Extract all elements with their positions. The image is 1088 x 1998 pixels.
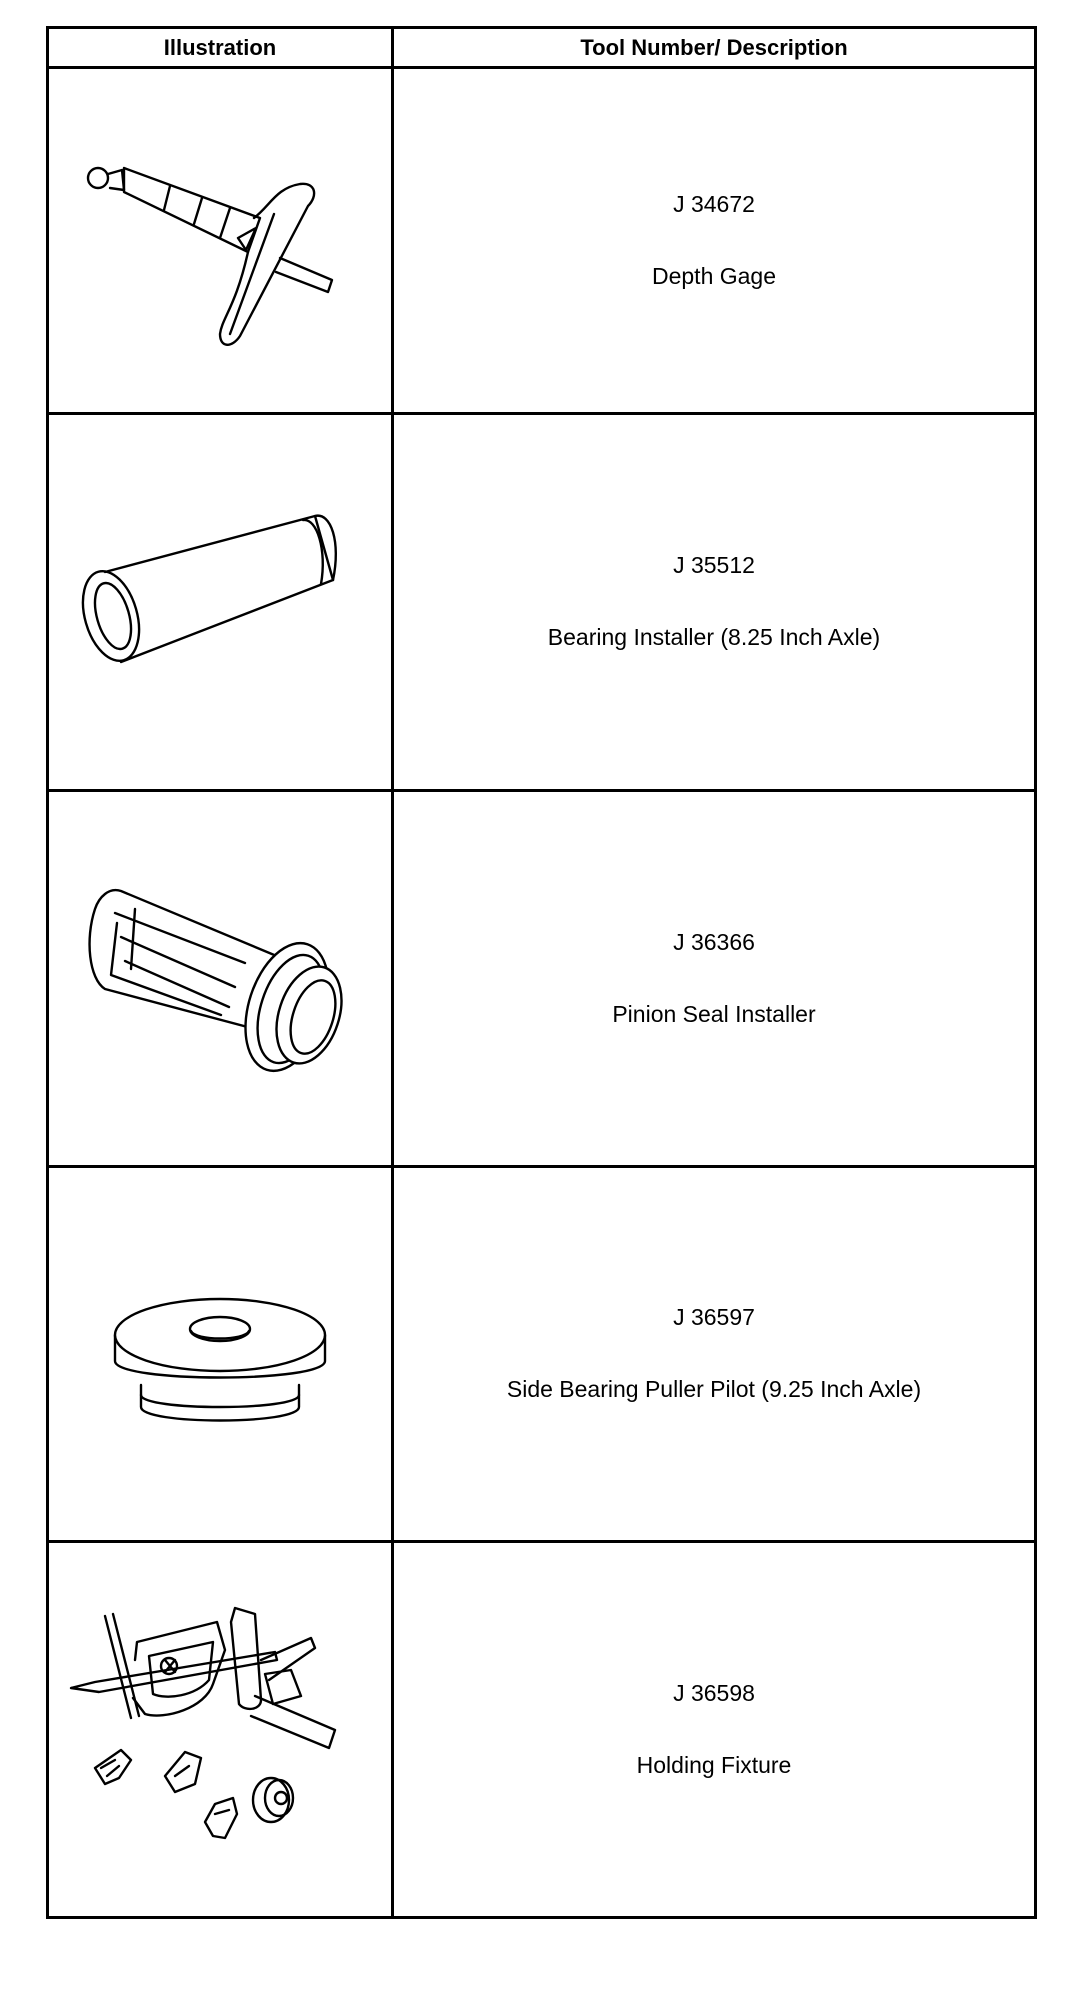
header-tool-description: Tool Number/ Description: [393, 28, 1036, 68]
table-header-row: [48, 28, 1036, 68]
tool-number: J 35512: [673, 552, 755, 579]
holding-fixture-icon: [65, 1600, 375, 1860]
tool-name: Side Bearing Puller Pilot (9.25 Inch Axle): [506, 1376, 922, 1402]
tool-description-cell: [393, 414, 1036, 791]
illustration-cell: [48, 791, 393, 1167]
illustration-cell: [48, 1542, 393, 1918]
pinion-seal-installer-icon: [65, 879, 375, 1079]
header-illustration: Illustration: [48, 28, 393, 68]
tool-name: Bearing Installer (8.25 Inch Axle): [547, 624, 881, 650]
table-row: [48, 414, 1036, 791]
table-row: [48, 1167, 1036, 1542]
depth-gage-icon: [70, 126, 370, 356]
tool-description-cell: [393, 1542, 1036, 1918]
illustration-cell: [48, 1167, 393, 1542]
table-row: [48, 68, 1036, 414]
tool-description-cell: [393, 1167, 1036, 1542]
tool-number: J 34672: [673, 190, 755, 217]
tool-number: J 36598: [673, 1679, 755, 1706]
table-row: [48, 1542, 1036, 1918]
tool-name: Holding Fixture: [636, 1751, 792, 1778]
bearing-installer-icon: [65, 512, 375, 692]
tool-number: J 36597: [673, 1304, 755, 1331]
tool-number: J 36366: [673, 928, 755, 955]
tool-name: Depth Gage: [651, 262, 777, 289]
puller-pilot-icon: [105, 1279, 335, 1429]
table-row: [48, 791, 1036, 1167]
tool-description-cell: [393, 791, 1036, 1167]
illustration-cell: [48, 68, 393, 414]
tool-description-cell: [393, 68, 1036, 414]
illustration-cell: [48, 414, 393, 791]
tool-name: Pinion Seal Installer: [612, 1000, 816, 1027]
special-tools-table: [46, 26, 1037, 1919]
